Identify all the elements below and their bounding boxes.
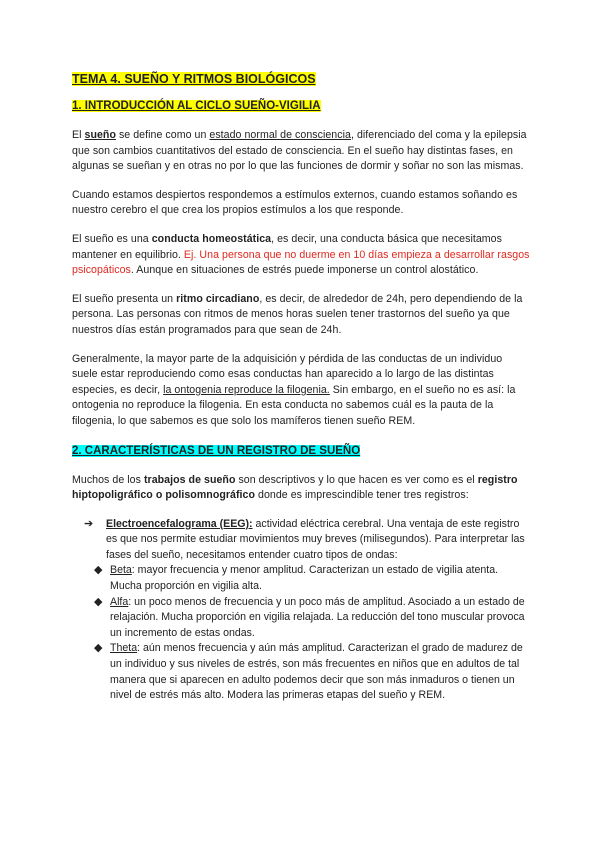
eeg-label: Electroencefalograma (EEG): — [106, 517, 253, 530]
wave-text: : mayor frecuencia y menor amplitud. Caracterizan un estado de vigilia atenta. Mucha proporción en vigilia alta. — [110, 564, 499, 593]
red-example: Ej. Una persona que no duerme en 10 días empieza a desarrollar rasgos psicopáticos — [72, 248, 530, 277]
list-item-wave-theta — [94, 641, 530, 703]
bold-term: trabajos de sueño — [143, 473, 236, 486]
eeg-text: actividad eléctrica cerebral. Una ventaja de este registro es que nos permite estudiar movimientos muy breves (milisegundos). Para interpretar las fases del sueño, necesitamos entender cuatro tipos de ondas: — [106, 517, 525, 561]
section1-paragraph-5 — [72, 352, 530, 430]
text-run: El — [72, 129, 85, 141]
bold-term: registro hiptopoligráfico o polisomnográfico — [72, 473, 518, 502]
text-run: El sueño presenta un — [72, 292, 177, 305]
bold-term-sueno: sueño — [84, 129, 116, 141]
text-run: Generalmente, la mayor parte de la adquisición y pérdida de las conductas de un individuo suele estar reproduciendo como esas conductas han aparecido a lo largo de las distintas especies, es decir, — [72, 352, 503, 396]
section1-paragraph-3 — [72, 232, 530, 279]
text-run: donde es imprescindible tener tres registros: — [255, 489, 469, 502]
text-run: , diferenciado del coma y la epilepsia que son cambios cuantitativos del estado de consciencia. En el sueño hay distintas fases, en algunas se sueñan y en otras no por lo que las funciones de dormir y soñar no son las mismas. — [72, 129, 527, 173]
text-run: se define como un — [115, 129, 210, 141]
page-title: TEMA 4. SUEÑO Y RITMOS BIOLÓGICOS — [72, 72, 316, 86]
text-run: , es decir, una conducta básica que necesitamos mantener en equilibrio. — [72, 232, 502, 261]
section2-heading-wrap — [72, 443, 530, 459]
diamond-bullet-icon: ◆ — [94, 642, 103, 655]
arrow-bullet-icon: ➔ — [84, 517, 94, 530]
text-run: Sin embargo, en el sueño no es así: la ontogenia no reproduce la filogenia. En esta conducta no sabemos cuál es la pauta de la filogenia, lo que sabemos es que solo los mamíferos tienen sueño REM. — [72, 383, 516, 427]
section1-heading: 1. INTRODUCCIÓN AL CICLO SUEÑO-VIGILIA — [72, 100, 321, 112]
wave-name: Beta — [110, 564, 132, 577]
underlined-term: la ontogenia reproduce la filogenia. — [163, 383, 330, 396]
list-item-wave-beta — [94, 563, 530, 594]
wave-name: Theta — [110, 642, 138, 655]
wave-text: : un poco menos de frecuencia y un poco más de amplitud. Asociado a un estado de relajación. Mucha proporción en vigilia relajada. La reducción del tono muscular provoca un incremento de estas ondas. — [110, 595, 525, 639]
list-item-wave-alfa — [94, 595, 530, 642]
section1-paragraph-2: Cuando estamos despiertos respondemos a estímulos externos, cuando estamos soñando es nuestro cerebro el que crea los propios estímulos a los que responde. — [72, 188, 518, 217]
text-run: Muchos de los — [72, 473, 144, 486]
wave-name: Alfa — [110, 595, 129, 608]
bold-term: conducta homeostática — [151, 232, 272, 245]
section1-heading-wrap — [72, 98, 530, 114]
title-block — [72, 70, 530, 88]
section2-paragraph-1 — [72, 473, 530, 504]
section2-heading: 2. CARACTERÍSTICAS DE UN REGISTRO DE SUEÑO — [72, 444, 361, 457]
section1-paragraph-4 — [72, 292, 530, 339]
text-run: son descriptivos y lo que hacen es ver como es el — [235, 473, 478, 486]
text-run: . Aunque en situaciones de estrés puede imponerse un control alostático. — [130, 264, 479, 277]
text-run: , es decir, de alrededor de 24h, pero dependiendo de la persona. Las personas con ritmos de menos horas suelen tener trastornos del sueño ya que nuestros días están programados para que sean de 24h. — [72, 292, 523, 336]
wave-text: : aún menos frecuencia y aún más amplitud. Caracterizan el grado de madurez de un individuo y sus niveles de estrés, son más frecuentes en niños que en adultos de tal manera que si aparecen en adulto podemos decir que son más inmaduros o tienen un nivel de estrés más alto. Modera las primeras etapas del sueño y REM. — [110, 642, 523, 702]
diamond-bullet-icon: ◆ — [94, 595, 103, 608]
bold-term: ritmo circadiano — [176, 292, 260, 305]
text-run: El sueño es una — [72, 232, 152, 245]
list-item-eeg — [72, 517, 530, 564]
underlined-term: estado normal de consciencia — [209, 129, 351, 141]
diamond-bullet-icon: ◆ — [94, 564, 103, 577]
section1-paragraph-1 — [72, 128, 530, 175]
